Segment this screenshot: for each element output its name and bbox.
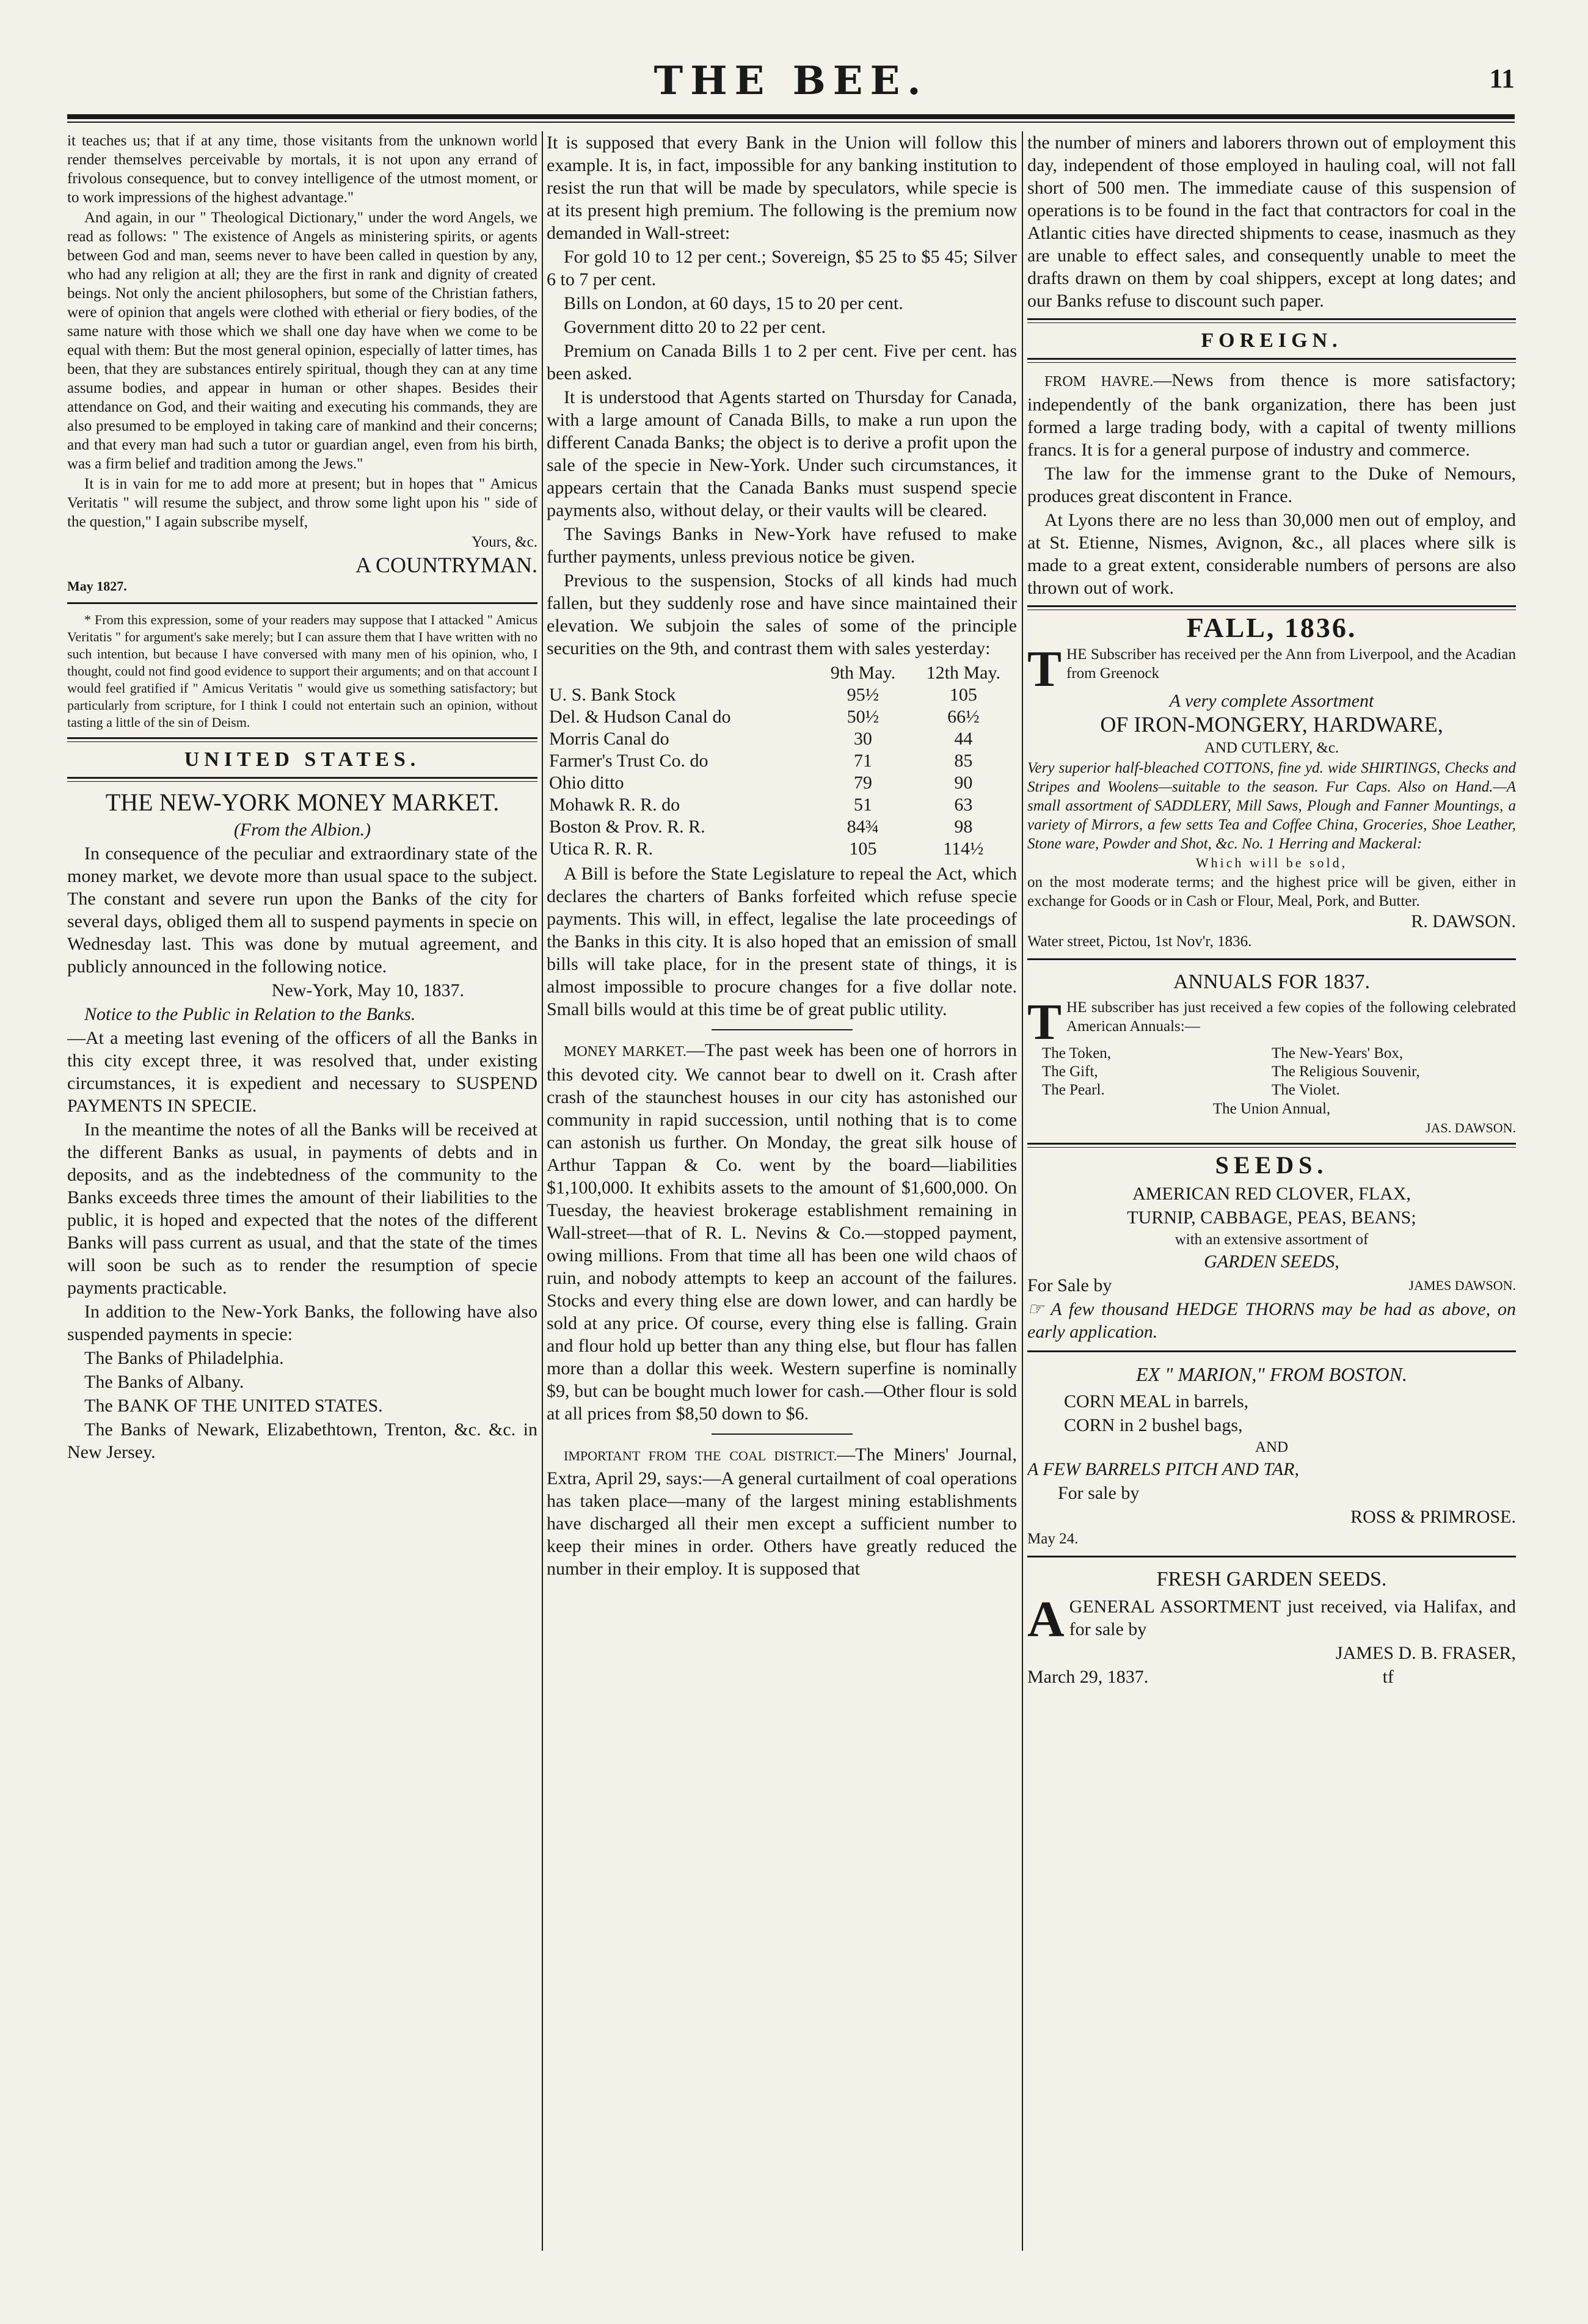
list-item: The Gift, xyxy=(1042,1063,1098,1080)
divider xyxy=(712,1433,853,1435)
ad-line xyxy=(1027,1274,1516,1297)
ad-intro: HE Subscriber has received per the Ann from Liverpool, and the Acadian from Greenock xyxy=(1066,646,1516,682)
paragraph-lead: FROM HAVRE. xyxy=(1044,374,1154,390)
column-2 xyxy=(547,131,1017,2251)
ad-date-text: March 29, 1837. xyxy=(1027,1667,1149,1687)
article-paragraph: It is understood that Agents started on Thursday for Canada, with a large amount of Canada Bills, to make a run upon the different Canada Banks; the object is to derive a profit upon the sale of the specie in New-York. Under such circumstances, it appears certain that the Canada Banks must suspend specie payments also, without delay, or their vaults will be cleared. xyxy=(547,387,1017,520)
table-row xyxy=(547,706,1017,728)
stock-price: 66½ xyxy=(947,707,980,727)
article-paragraph xyxy=(547,1443,1017,1580)
divider xyxy=(1027,1143,1516,1148)
bank-list-item: The BANK OF THE UNITED STATES. xyxy=(84,1396,383,1416)
notice-title: Notice to the Public in Relation to the Banks. xyxy=(84,1004,416,1024)
stock-price: 98 xyxy=(954,817,973,837)
ad-annuals xyxy=(1027,994,1516,1137)
section-heading: FOREIGN. xyxy=(1201,329,1342,352)
ad-body: GENERAL ASSORTMENT just received, via Halifax, and for sale by xyxy=(1069,1597,1516,1639)
paragraph-lead: MONEY MARKET. xyxy=(564,1044,687,1060)
ad-marion xyxy=(1027,1390,1516,1548)
article-paragraph: In consequence of the peculiar and extraordinary state of the money market, we devote more than usual space to the subject. The constant and severe run upon the Banks of the city for several days, obliged them all to suspend payments in specie on Wednesday last. This was done by mutual agreement, and publicly announced in the following notice. xyxy=(67,843,537,977)
stock-price: 95½ xyxy=(847,685,880,705)
stock-price: 105 xyxy=(849,839,877,859)
divider xyxy=(1027,1556,1516,1557)
bank-list-item: The Banks of Philadelphia. xyxy=(84,1348,284,1368)
divider xyxy=(712,1029,853,1030)
article-paragraph: It is in vain for me to add more at present; but in hopes that " Amicus Veritatis " will resume the subject, and throw some light upon his " side of the question," I again subscribe myself, xyxy=(67,476,537,530)
article-paragraph: the number of miners and laborers thrown out of employment this day, independent of those employed in hauling coal, will not fall short of 500 men. The immediate cause of this suspension of operations is to be found in the fact that contractors for coal in the Atlantic cities have directed shipments to cease, inasmuch as they are unable to effect sales, and consequently unable to meet the drafts drawn on them by coal shippers, except at long dates; and our Banks refuse to discount such paper. xyxy=(1027,133,1516,311)
table-row xyxy=(547,684,1017,706)
ad-heading: FRESH GARDEN SEEDS. xyxy=(1156,1568,1387,1590)
stock-price: 30 xyxy=(853,729,872,749)
column-1 xyxy=(67,131,537,2251)
bank-list-item: The Banks of Newark, Elizabethtown, Trenton, &c. &c. in New Jersey. xyxy=(67,1419,537,1462)
ad-heading: FALL, 1836. xyxy=(1186,612,1357,643)
article-paragraph: it teaches us; that if at any time, those visitants from the unknown world render themselves perceivable by mortals, it is not upon any errand of frivolous consequence, but to convey intelligence of the utmost moment, or to work impressions of the highest advantage." xyxy=(67,133,537,206)
stock-price: 114½ xyxy=(943,839,984,859)
list-item: The Religious Souvenir, xyxy=(1272,1063,1420,1080)
column-divider xyxy=(1022,131,1023,2251)
article-paragraph: At Lyons there are no less than 30,000 men out of employ, and at St. Etienne, Nismes, Avignon, &c., all places where silk is made to a great extent, considerable numbers of persons are also thrown out of work. xyxy=(1027,510,1516,598)
article-paragraph: Government ditto 20 to 22 per cent. xyxy=(564,317,826,337)
page-number: 11 xyxy=(1489,64,1515,93)
letter-signature: A COUNTRYMAN. xyxy=(355,553,537,577)
stock-price: 50½ xyxy=(847,707,880,727)
stock-name: Del. & Hudson Canal do xyxy=(549,707,731,727)
list-item: The Token, xyxy=(1042,1045,1112,1062)
article-headline: THE NEW-YORK MONEY MARKET. xyxy=(105,789,500,816)
ad-fall-1836 xyxy=(1027,641,1516,951)
stock-name: U. S. Bank Stock xyxy=(549,685,676,705)
article-paragraph: Previous to the suspension, Stocks of all kinds had much fallen, but they suddenly rose and have since maintained their elevation. We subjoin the sales of some of the principle securities on the 9th, and contrast them with sales yesterday: xyxy=(547,570,1017,658)
divider xyxy=(1027,605,1516,610)
bank-list-item: The Banks of Albany. xyxy=(84,1372,244,1392)
paragraph-text: —The Miners' Journal, Extra, April 29, says:—A general curtailment of coal operations has taken place—many of the largest mining establishments have discharged all their men except a sufficient number to keep their mines in order. Others have greatly reduced the number in their employ. It is supposed that xyxy=(547,1444,1017,1579)
ad-body: Very superior half-bleached COTTONS, fine yd. wide SHIRTINGS, Checks and Stripes and Woolens—suitable to the season. Fur Caps. Also on Hand.—A small assortment of SADDLERY, Mill Saws, Plough and Fanner Mountings, a variety of Mirrors, a few setts Tea and Coffee China, Groceries, Shoe Leather, Stone ware, Powder and Shot, &c. No. 1 Herring and Mackeral: xyxy=(1027,760,1516,852)
stock-price: 51 xyxy=(853,795,872,815)
ad-heading: ANNUALS FOR 1837. xyxy=(1173,971,1371,993)
divider xyxy=(1027,358,1516,363)
ad-line: CORN MEAL in barrels, xyxy=(1064,1391,1249,1412)
masthead-rule-thin xyxy=(67,122,1515,123)
list-item: The Violet. xyxy=(1272,1082,1340,1098)
dropcap-letter: A xyxy=(1027,1591,1065,1648)
ad-line: CORN in 2 bushel bags, xyxy=(1064,1415,1243,1435)
ad-line: Which will be sold, xyxy=(1195,855,1348,870)
ad-line: A very complete Assortment xyxy=(1169,691,1374,711)
ad-heading: EX " MARION," FROM BOSTON. xyxy=(1135,1363,1407,1385)
stock-column-name xyxy=(547,662,816,684)
masthead xyxy=(67,58,1515,125)
stock-column-header: 12th May. xyxy=(926,663,1001,683)
ad-line: AND CUTLERY, &c. xyxy=(1204,740,1339,756)
ad-tf-mark: tf xyxy=(1382,1667,1394,1687)
table-row xyxy=(547,750,1017,772)
table-row xyxy=(547,838,1017,860)
list-item: The Union Annual, xyxy=(1212,1101,1331,1117)
article-paragraph: It is supposed that every Bank in the Union will follow this example. It is, in fact, impossible for any banking institution to resist the run that will be made by speculators, while specie is at its present high premium. The following is the premium now demanded in Wall-street: xyxy=(547,133,1017,243)
stock-price: 79 xyxy=(853,773,872,793)
article-paragraph: A Bill is before the State Legislature to repeal the Act, which declares the charters of Banks forfeited which refuse specie payments. This will, in effect, legalise the late proceedings of the Banks in this city. It is also hoped that an emission of small bills will take place, for in the present state of things, it is almost impossible to procure changes for a five dollar note. Small bills would at this time be of great public utility. xyxy=(547,864,1017,1019)
stock-price: 44 xyxy=(954,729,973,749)
article-paragraph: Bills on London, at 60 days, 15 to 20 per cent. xyxy=(564,293,903,313)
ad-seeds xyxy=(1027,1182,1516,1343)
stock-table xyxy=(547,662,1017,860)
stock-price: 105 xyxy=(949,685,977,705)
ad-signature: JAMES D. B. FRASER, xyxy=(1335,1643,1516,1663)
article-paragraph: And again, in our " Theological Dictionary," under the word Angels, we read as follows: " The existence of Angels as ministering spirits, or agents between God and man, seems never to have been called in question by any, who had any religion at all; they are the first in rank and dignity of created beings. Not only the ancient philosophers, but some of the Christian fathers, were of opinion that angels were clothed with etherial or fiery bodies, of the same nature with those which we shall one day have when we come to be equal with them: But the most general opinion, especially of latter times, has been, that they are substances entirely spiritual, though they can at any time assume bodies, and appear in human or other shapes. Besides their attendance on God, and their waiting and executing his commands, they are also presumed to be employed in taking care of mankind and their concerns; and that every man had such a tutor or guardian angel, even from his birth, was a firm belief and tradition among the Jews." xyxy=(67,209,537,472)
stock-name: Mohawk R. R. do xyxy=(549,795,680,815)
article-paragraph: The Savings Banks in New-York have refused to make further payments, unless previous notice be given. xyxy=(547,524,1017,567)
divider xyxy=(1027,1350,1516,1352)
column-divider xyxy=(542,131,543,2251)
divider xyxy=(67,777,537,782)
list-item: The New-Years' Box, xyxy=(1272,1045,1404,1062)
stock-name: Boston & Prov. R. R. xyxy=(549,817,705,837)
ad-signature: ROSS & PRIMROSE. xyxy=(1350,1507,1516,1527)
ad-line: with an extensive assortment of xyxy=(1175,1231,1369,1248)
divider xyxy=(67,602,537,604)
paragraph-text: —News from thence is more satisfactory; independently of the bank organization, there has been just formed a large trading body, with a capital of twenty millions francs. It is for a general purpose of industry and commerce. xyxy=(1027,370,1516,460)
ad-line: A FEW BARRELS PITCH AND TAR, xyxy=(1027,1459,1299,1479)
masthead-title: THE BEE. xyxy=(654,58,928,104)
paragraph-lead: IMPORTANT FROM THE COAL DISTRICT. xyxy=(564,1448,837,1463)
dateline: New-York, May 10, 1837. xyxy=(271,980,464,1000)
ad-line: AMERICAN RED CLOVER, FLAX, xyxy=(1132,1184,1411,1204)
ad-line: OF IRON-MONGERY, HARDWARE, xyxy=(1100,712,1443,737)
stock-price: 63 xyxy=(954,795,973,815)
column-3 xyxy=(1027,131,1516,2251)
ad-body-text: A few thousand HEDGE THORNS may be had as above, on early application. xyxy=(1027,1299,1516,1342)
stock-name: Farmer's Trust Co. do xyxy=(549,751,708,771)
article-paragraph: In addition to the New-York Banks, the following have also suspended payments in specie: xyxy=(67,1302,537,1344)
article-paragraph: —At a meeting last evening of the officers of all the Banks in this city except three, it was resolved that, under existing circumstances, it is expedient and necessary to SUSPEND PAYMENTS IN SPECIE. xyxy=(67,1028,537,1116)
ad-signature: R. DAWSON. xyxy=(1411,911,1516,931)
stock-price: 90 xyxy=(954,773,973,793)
list-item: The Pearl. xyxy=(1042,1082,1105,1098)
ad-sale-label: For Sale by xyxy=(1027,1275,1112,1295)
ad-line: TURNIP, CABBAGE, PEAS, BEANS; xyxy=(1127,1208,1416,1228)
stock-price: 71 xyxy=(853,751,872,771)
ad-intro: HE subscriber has just received a few copies of the following celebrated American Annuals:— xyxy=(1066,999,1516,1035)
ad-heading: SEEDS. xyxy=(1215,1151,1328,1179)
ad-date xyxy=(1027,1666,1516,1688)
table-row xyxy=(547,728,1017,750)
table-row xyxy=(547,816,1017,838)
masthead-rule xyxy=(67,114,1515,119)
ad-line: GARDEN SEEDS, xyxy=(1204,1251,1339,1272)
ad-signature: JAMES DAWSON. xyxy=(1408,1278,1516,1293)
dropcap-letter: T xyxy=(1027,641,1062,698)
divider xyxy=(1027,318,1516,323)
article-paragraph xyxy=(1027,369,1516,461)
pointing-hand-icon: ☞ xyxy=(1027,1299,1051,1319)
stock-price: 84¾ xyxy=(847,817,880,837)
divider xyxy=(1027,958,1516,960)
table-row xyxy=(547,772,1017,794)
ad-fresh-seeds xyxy=(1027,1591,1516,1688)
letter-closing: Yours, &c. xyxy=(472,534,537,550)
article-source: (From the Albion.) xyxy=(233,820,371,840)
paragraph-text: —The past week has been one of horrors in this devoted city. We cannot bear to dwell on it. Crash after crash of the staunchest houses in our city has astonished our community in rapid succession, until nothing that is to come can astonish us further. On Monday, the great silk house of Arthur Tappan & Co. went by the board—liabilities $1,100,000. It exhibits assets to the amount of $1,600,000. On Tuesday, the heaviest brokerage establishment remaining in Wall-street—that of R. L. Nevins & Co.—stopped payment, owing millions. From that time all has been one wild chaos of ruin, and nobody attempts to keep an account of the failures. Stocks and every thing else are down lower, and can hardly be sold at any price. Of course, every thing else is falling. Grain and flour hold up better than any thing else, but flour has fallen more than a dollar this week. Western superfine is nominally $9, but can be bought much lower for cash.—Other flour is sold at all prices from $8,50 down to $6. xyxy=(547,1040,1017,1424)
stock-name: Morris Canal do xyxy=(549,729,669,749)
article-paragraph: For gold 10 to 12 per cent.; Sovereign, $5 25 to $5 45; Silver 6 to 7 per cent. xyxy=(547,247,1017,290)
ad-body xyxy=(1027,1298,1516,1343)
article-paragraph: The law for the immense grant to the Duke of Nemours, produces great discontent in France. xyxy=(1027,464,1516,506)
table-row xyxy=(547,794,1017,816)
ad-body: on the most moderate terms; and the highest price will be given, either in exchange for Goods or in Cash or Flour, Meal, Pork, and Butter. xyxy=(1027,874,1516,909)
ad-address: Water street, Pictou, 1st Nov'r, 1836. xyxy=(1027,933,1252,950)
stock-table-header xyxy=(547,662,1017,684)
stock-price: 85 xyxy=(954,751,973,771)
stock-name: Ohio ditto xyxy=(549,773,624,793)
article-paragraph: In the meantime the notes of all the Banks will be received at the different Banks as usual, in payments of debts and in deposits, and as the indebtedness of the community to the Banks exceeds three times the amount of their liabilities to the public, it is hoped and expected that the notes of the different Banks will pass current as usual, and that the state of the times will soon be such as to render the resumption of specie payments practicable. xyxy=(67,1120,537,1298)
annuals-list xyxy=(1027,1044,1516,1099)
article-paragraph: Premium on Canada Bills 1 to 2 per cent. Five per cent. has been asked. xyxy=(547,341,1017,384)
dropcap-letter: T xyxy=(1027,994,1062,1051)
ad-date: May 24. xyxy=(1027,1531,1079,1547)
divider xyxy=(67,737,537,742)
letter-date: May 1827. xyxy=(67,578,127,594)
stock-column-header: 9th May. xyxy=(830,663,896,683)
stock-name: Utica R. R. R. xyxy=(549,839,653,859)
article-paragraph xyxy=(547,1039,1017,1425)
ad-line: AND xyxy=(1255,1439,1289,1455)
footnote: * From this expression, some of your readers may suppose that I attacked " Amicus Veritatis " for argument's sake merely; but I can assure them that I have written with no such intention, but because I have conversed with many men of his opinion, who, I thought, could not find good evidence to support their arguments; and on that account I would feel gratified if " Amicus Veritatis " would give us something satisfactory; but particularly from scripture, for I think I could not entertain such an opinion, without tasting a little of the sin of Deism. xyxy=(67,612,537,730)
section-heading: UNITED STATES. xyxy=(184,748,421,771)
ad-signature: JAS. DAWSON. xyxy=(1426,1120,1516,1135)
ad-line: For sale by xyxy=(1058,1483,1140,1503)
